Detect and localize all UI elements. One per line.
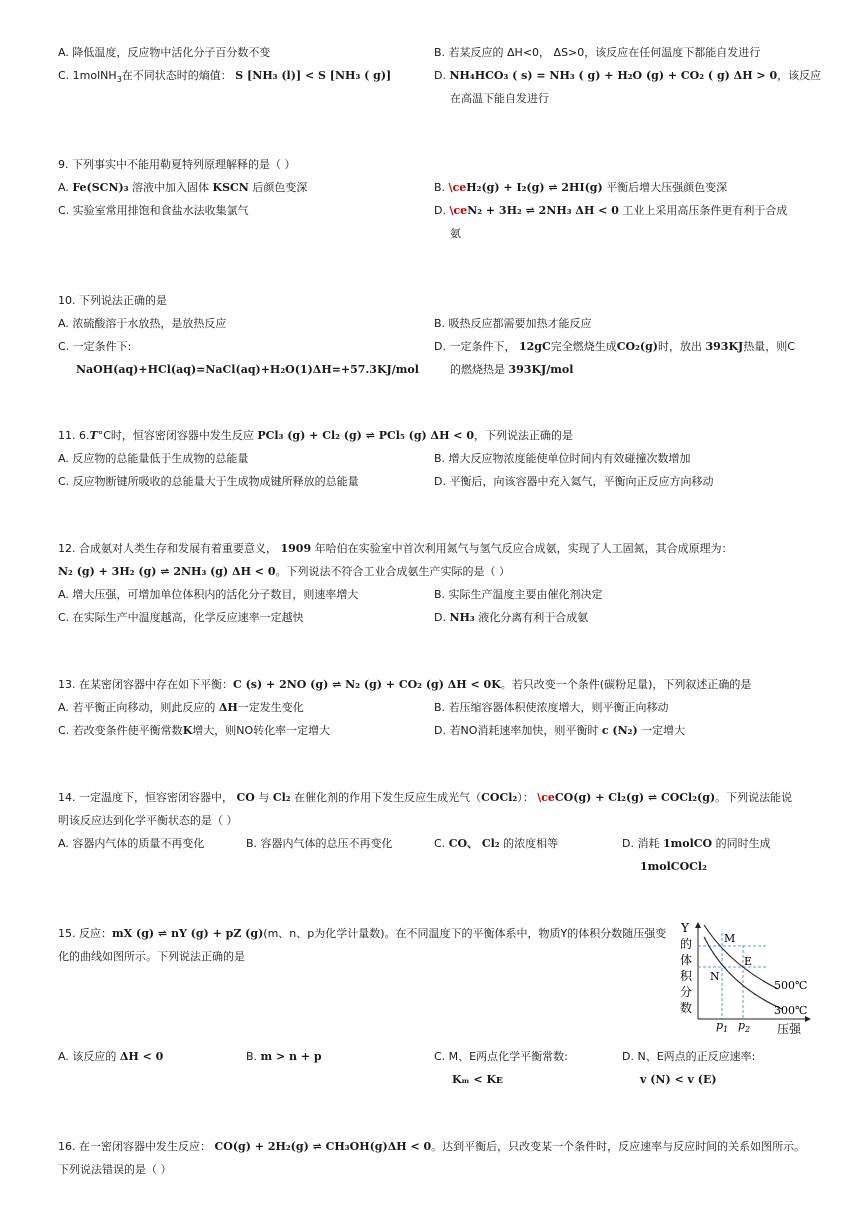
q14-stem-f2: Cl₂ — [272, 791, 291, 804]
q15-stem-pre: 15. 反应： — [58, 927, 112, 940]
q9-b-ce: \ce — [448, 181, 467, 194]
q15-b-formula: m > n + p — [260, 1050, 322, 1063]
q15-graph — [670, 915, 820, 1040]
q8-c-sub: 3 — [116, 75, 122, 85]
q8-c-formula: S [NH₃ (l)] < S [NH₃ ( g)] — [235, 69, 392, 82]
q15-x-label: 压强 — [777, 1022, 802, 1036]
q13-stem-formula: C (s) + 2NO (g) ⇌ N₂ (g) + CO₂ (g) ΔH < 0K — [233, 678, 501, 691]
q15-option-a — [58, 1049, 163, 1064]
q14-stem-f4: CO(g) + Cl₂(g) ⇌ COCl₂(g) — [554, 791, 716, 804]
q11-option-c: C. 反应物断键所吸收的总能量大于生成物成键所释放的总能量 — [58, 475, 359, 488]
q10-option-d-line2 — [450, 362, 573, 377]
q11-option-a: A. 反应物的总能量低于生成物的总能量 — [58, 452, 249, 465]
q11-option-b: B. 增大反应物浓度能使单位时间内有效碰撞次数增加 — [434, 452, 691, 465]
q11-stem-t: T — [89, 429, 98, 442]
q9-a-formula2: KSCN — [212, 181, 249, 194]
q14-option-d — [622, 836, 771, 851]
q13-d-formula: c (N₂) — [601, 724, 638, 737]
q9-d-post: 工业上采用高压条件更有利于合成 — [622, 204, 788, 217]
q14-option-d-line2: 1molCOCl₂ — [640, 860, 707, 873]
q14-stem-post: 。下列说法能说 — [715, 791, 793, 804]
q15-b-pre: B. — [246, 1050, 258, 1063]
q14-stem-f3: COCl₂ — [481, 791, 518, 804]
q13-option-a — [58, 700, 304, 715]
q9-b-formula: H₂(g) + I₂(g) ⇌ 2HI(g) — [466, 181, 603, 194]
q15-option-b — [246, 1049, 322, 1064]
q15-tick-p2: $p_2$ — [738, 1019, 751, 1034]
q13-a-formula: ΔH — [218, 701, 238, 714]
q14-stem — [58, 790, 792, 805]
q12-option-d — [434, 610, 588, 625]
q15-option-d-formula: v (N) < v (E) — [640, 1073, 717, 1086]
q8-option-d-line2: 在高温下能自发进行 — [450, 92, 549, 105]
q15-y-label-0: Y — [681, 921, 689, 935]
q13-stem — [58, 677, 751, 692]
q9-option-c: C. 实验室常用排饱和食盐水法收集氯气 — [58, 204, 249, 217]
q13-c-pre: C. 若改变条件使平衡常数 — [58, 724, 183, 737]
q15-y-label-3: 积 — [680, 969, 693, 983]
q10-d-pre: D. 一定条件下， — [434, 340, 516, 353]
q14-stem-ce: \ce — [537, 791, 555, 804]
q15-a-formula: ΔH < 0 — [119, 1050, 164, 1063]
q11-stem — [58, 428, 573, 443]
q11-stem-formula: PCl₃ (g) + Cl₂ (g) ⇌ PCl₅ (g) ΔH < 0 — [257, 429, 475, 442]
q15-point-e: E — [744, 955, 753, 968]
q10-option-c-formula: NaOH(aq)+HCl(aq)=NaCl(aq)+H₂O(1)ΔH=+57.3KJ/mol — [76, 363, 419, 376]
q14-c-post: 的浓度相等 — [503, 837, 559, 850]
q8-option-c — [58, 68, 391, 87]
q9-a-formula: Fe(SCN)₃ — [72, 181, 129, 194]
q14-stem-m2: 在催化剂的作用下发生反应生成光气（ — [294, 791, 482, 804]
q10-d-formula: 12gC — [518, 340, 551, 353]
q9-d-formula: N₂ + 3H₂ ⇌ 2NH₃ ΔH < 0 — [467, 204, 619, 217]
q11-stem-post: ，下列说法正确的是 — [474, 429, 574, 442]
q15-stem-formula: mX (g) ⇌ nY (g) + pZ (g) — [112, 927, 264, 940]
q14-option-a: A. 容器内气体的质量不再变化 — [58, 837, 205, 850]
q10-d-mid2: 时，放出 — [658, 340, 702, 353]
q12-d-formula: NH₃ — [449, 611, 475, 624]
q10-d-line2-pre: 的燃烧热是 — [450, 363, 505, 376]
q13-stem-post: 。若只改变一个条件(碳粉足量)，下列叙述正确的是 — [500, 678, 752, 691]
q8-d-formula: NH₄HCO₃ ( s) = NH₃ ( g) + H₂O (g) + CO₂ ( g) ΔH > 0 — [449, 69, 778, 82]
q11-option-d: D. 平衡后，向该容器中充入氦气，平衡向正反应方向移动 — [434, 475, 714, 488]
q15-y-label-2: 体 — [680, 953, 693, 967]
q12-option-a: A. 增大压强，可增加单位体积内的活化分子数目，则速率增大 — [58, 588, 359, 601]
q15-point-m: M — [724, 932, 736, 945]
q12-d-post: 液化分离有利于合成氨 — [478, 611, 589, 624]
q16-stem-post: 。达到平衡后，只改变某一个条件时，反应速率与反应时间的关系如图所示。 — [431, 1140, 806, 1153]
q14-stem-f1: CO — [236, 791, 255, 804]
q15-a-pre: A. 该反应的 — [58, 1050, 117, 1063]
q9-option-d — [434, 203, 787, 218]
q9-a-post: 溶液中加入固体 — [132, 181, 210, 194]
q11-stem-pre: 11. 6. — [58, 429, 90, 442]
q15-label-500: 500℃ — [774, 979, 808, 992]
q9-a-label: A. — [58, 181, 69, 194]
q14-option-b: B. 容器内气体的总压不再变化 — [246, 837, 393, 850]
q8-option-b: B. 若某反应的 ΔH<0， ΔS>0，该反应在任何温度下都能自发进行 — [434, 46, 761, 59]
q10-option-c: C. 一定条件下: — [58, 340, 132, 353]
q11-stem-mid: °C时，恒容密闭容器中发生反应 — [97, 429, 254, 442]
q13-d-post: 一定增大 — [641, 724, 686, 737]
q8-option-a: A. 降低温度，反应物中活化分子百分数不变 — [58, 46, 271, 59]
q12-line2-post: 。下列说法不符合工业合成氨生产实际的是（ ） — [275, 565, 510, 578]
q13-c-formula: K — [182, 724, 193, 737]
q10-option-b: B. 吸热反应都需要加热才能反应 — [434, 317, 592, 330]
q15-option-c-formula: Kₘ < Kᴇ — [452, 1073, 503, 1086]
q9-d-ce: \ce — [449, 204, 468, 217]
q10-d-line2-formula: 393KJ/mol — [508, 363, 574, 376]
q10-d-formula3: 393KJ — [705, 340, 744, 353]
q15-point-n: N — [710, 970, 720, 983]
q14-d-post: 的同时生成 — [715, 837, 771, 850]
q15-stem-post: (m、n、p为化学计量数)。在不同温度下的平衡体系中，物质Y的体积分数随压强变 — [263, 927, 667, 940]
q8-c-pre: C. 1molNH — [58, 69, 117, 82]
q14-stem-m1: 与 — [258, 791, 270, 804]
q10-option-d — [434, 339, 795, 354]
q13-option-c — [58, 723, 330, 738]
q16-stem-pre: 16. 在一密闭容器中发生反应： — [58, 1140, 211, 1153]
q9-b-label: B. — [434, 181, 446, 194]
q9-a-post2: 后颜色变深 — [252, 181, 308, 194]
q14-d-pre: D. 消耗 — [622, 837, 660, 850]
q9-d-label: D. — [434, 204, 446, 217]
q15-label-300: 300℃ — [774, 1004, 808, 1017]
q14-stem-line2: 明该反应达到化学平衡状态的是（ ） — [58, 814, 238, 827]
q15-option-c: C. M、E两点化学平衡常数: — [434, 1050, 568, 1063]
q10-d-mid: 完全燃烧生成 — [550, 340, 617, 353]
q14-option-c — [434, 836, 558, 851]
q14-d-formula: 1molCO — [662, 837, 713, 850]
q8-option-d — [434, 68, 821, 83]
q10-d-formula2: CO₂(g) — [616, 340, 658, 353]
q10-d-post: 热量，则C — [743, 340, 795, 353]
q12-line2-formula: N₂ (g) + 3H₂ (g) ⇌ 2NH₃ (g) ΔH < 0 — [58, 565, 276, 578]
q14-c-formula: CO、 Cl₂ — [448, 837, 500, 850]
q12-stem — [58, 541, 733, 556]
q16-stem — [58, 1139, 805, 1154]
q16-stem-line2: 下列说法错误的是（ ） — [58, 1163, 172, 1176]
q9-option-b — [434, 180, 727, 195]
q13-d-pre: D. 若NO消耗速率加快，则平衡时 — [434, 724, 599, 737]
q16-stem-formula: CO(g) + 2H₂(g) ⇌ CH₃OH(g)ΔH < 0 — [214, 1140, 432, 1153]
q12-stem-line2 — [58, 564, 510, 579]
q9-option-a — [58, 180, 307, 195]
q9-option-d-line2: 氨 — [450, 227, 461, 240]
q12-stem-post: 年哈伯在实验室中首次利用氮气与氢气反应合成氨，实现了人工固氮，其合成原理为： — [314, 542, 733, 555]
q13-option-b: B. 若压缩容器体积使浓度增大，则平衡正向移动 — [434, 701, 669, 714]
q15-y-label-4: 分 — [680, 985, 693, 999]
q13-option-d — [434, 723, 685, 738]
q12-d-label: D. — [434, 611, 446, 624]
q12-stem-pre: 12. 合成氨对人类生存和发展有着重要意义， — [58, 542, 277, 555]
q13-stem-pre: 13. 在某密闭容器中存在如下平衡： — [58, 678, 233, 691]
q8-d-label: D. — [434, 69, 446, 82]
q13-c-post: 增大，则NO转化率一定增大 — [192, 724, 331, 737]
q14-stem-m3: ）： — [517, 791, 534, 804]
q8-d-post: ，该反应 — [777, 69, 822, 82]
q15-tick-p1: $p_1$ — [716, 1019, 729, 1034]
q12-stem-year: 1909 — [280, 542, 312, 555]
q10-option-a: A. 浓硫酸溶于水放热，是放热反应 — [58, 317, 227, 330]
q14-stem-pre: 14. 一定温度下，恒容密闭容器中， — [58, 791, 233, 804]
q13-a-post: 一定发生变化 — [237, 701, 304, 714]
q10-stem: 10. 下列说法正确的是 — [58, 294, 167, 307]
q12-option-b: B. 实际生产温度主要由催化剂决定 — [434, 588, 603, 601]
q9-b-post: 平衡后增大压强颜色变深 — [606, 181, 728, 194]
q13-a-pre: A. 若平衡正向移动，则此反应的 — [58, 701, 216, 714]
q15-y-label-5: 数 — [680, 1001, 693, 1015]
q15-stem-line2: 化的曲线如图所示。下列说法正确的是 — [58, 950, 245, 963]
q8-c-post: 在不同状态时的熵值： — [121, 69, 232, 82]
q9-stem: 9. 下列事实中不能用勒夏特列原理解释的是（ ） — [58, 158, 296, 171]
q15-option-d: D. N、E两点的正反应速率: — [622, 1050, 756, 1063]
q15-y-label-1: 的 — [680, 937, 693, 951]
q12-option-c: C. 在实际生产中温度越高，化学反应速率一定越快 — [58, 611, 304, 624]
q14-c-pre: C. — [434, 837, 446, 850]
q15-stem — [58, 926, 666, 941]
